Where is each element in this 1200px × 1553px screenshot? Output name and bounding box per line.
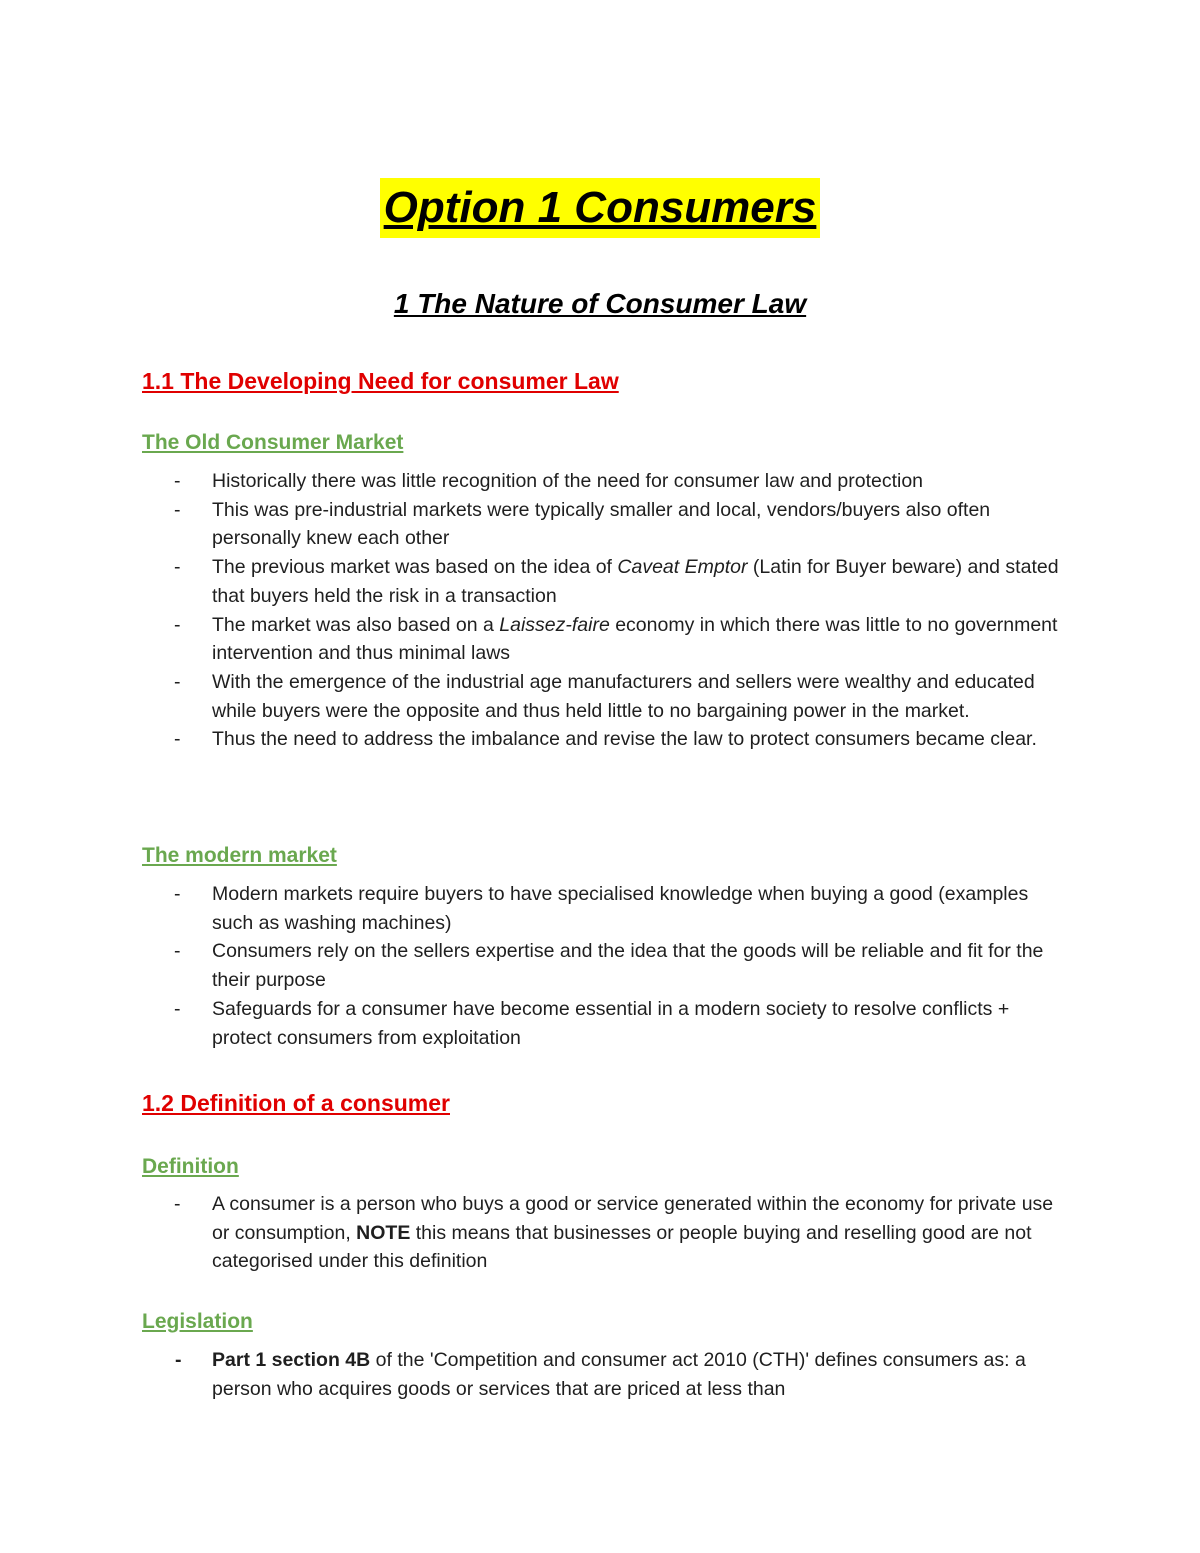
list-item: - This was pre-industrial markets were typically smaller and local, vendors/buyers also often personally knew each other [174,498,991,550]
definition-list [0,1190,1200,1276]
list-item: - Safeguards for a consumer have become essential in a modern society to resolve conflicts + protect consumers from exploitation [174,997,1010,1049]
list-item: - The previous market was based on the idea of Caveat Emptor (Latin for Buyer beware) and stated that buyers held the risk in a transaction [174,556,1059,607]
list-item: - Modern markets require buyers to have specialised knowledge when buying a good (examples such as washing machines) [174,883,1029,934]
legislation-list [0,1346,1200,1403]
section-heading-1-1: 1.1 The Developing Need for consumer Law [142,368,619,394]
list-item: - Part 1 section 4B of the 'Competition and consumer act 2010 (CTH)' defines consumers as: a person who acquires goods or services that are priced at less than [175,1349,1026,1400]
section-heading-1-2: 1.2 Definition of a consumer [142,1090,450,1116]
list-item: - Consumers rely on the sellers expertise and the idea that the goods will be reliable and fit for the their purpose [174,940,1044,992]
document-title: Option 1 Consumers [380,178,821,238]
list-item: - Historically there was little recognition of the need for consumer law and protection [174,470,924,492]
subheading-definition: Definition [142,1155,239,1178]
subheading-modern-market: The modern market [142,844,337,867]
list-item: - A consumer is a person who buys a good or service generated within the economy for private use or consumption, NOTE this means that businesses or people buying and reselling good are not categorised under this definition [174,1193,1054,1273]
subheading-old-consumer-market: The Old Consumer Market [142,431,404,454]
subheading-legislation: Legislation [142,1310,253,1333]
title-container [0,178,1200,238]
document-subtitle: 1 The Nature of Consumer Law [393,288,807,319]
old-market-list [0,467,1200,754]
list-item: - Thus the need to address the imbalance and revise the law to protect consumers became clear. [174,728,1037,751]
subtitle-container [0,286,1200,322]
list-item: - The market was also based on a Laissez-faire economy in which there was little to no government intervention and thus minimal laws [174,613,1058,665]
modern-market-list [0,880,1200,1052]
list-item: - With the emergence of the industrial age manufacturers and sellers were wealthy and educated while buyers were the opposite and thus held little to no bargaining power in the market. [174,670,1035,722]
